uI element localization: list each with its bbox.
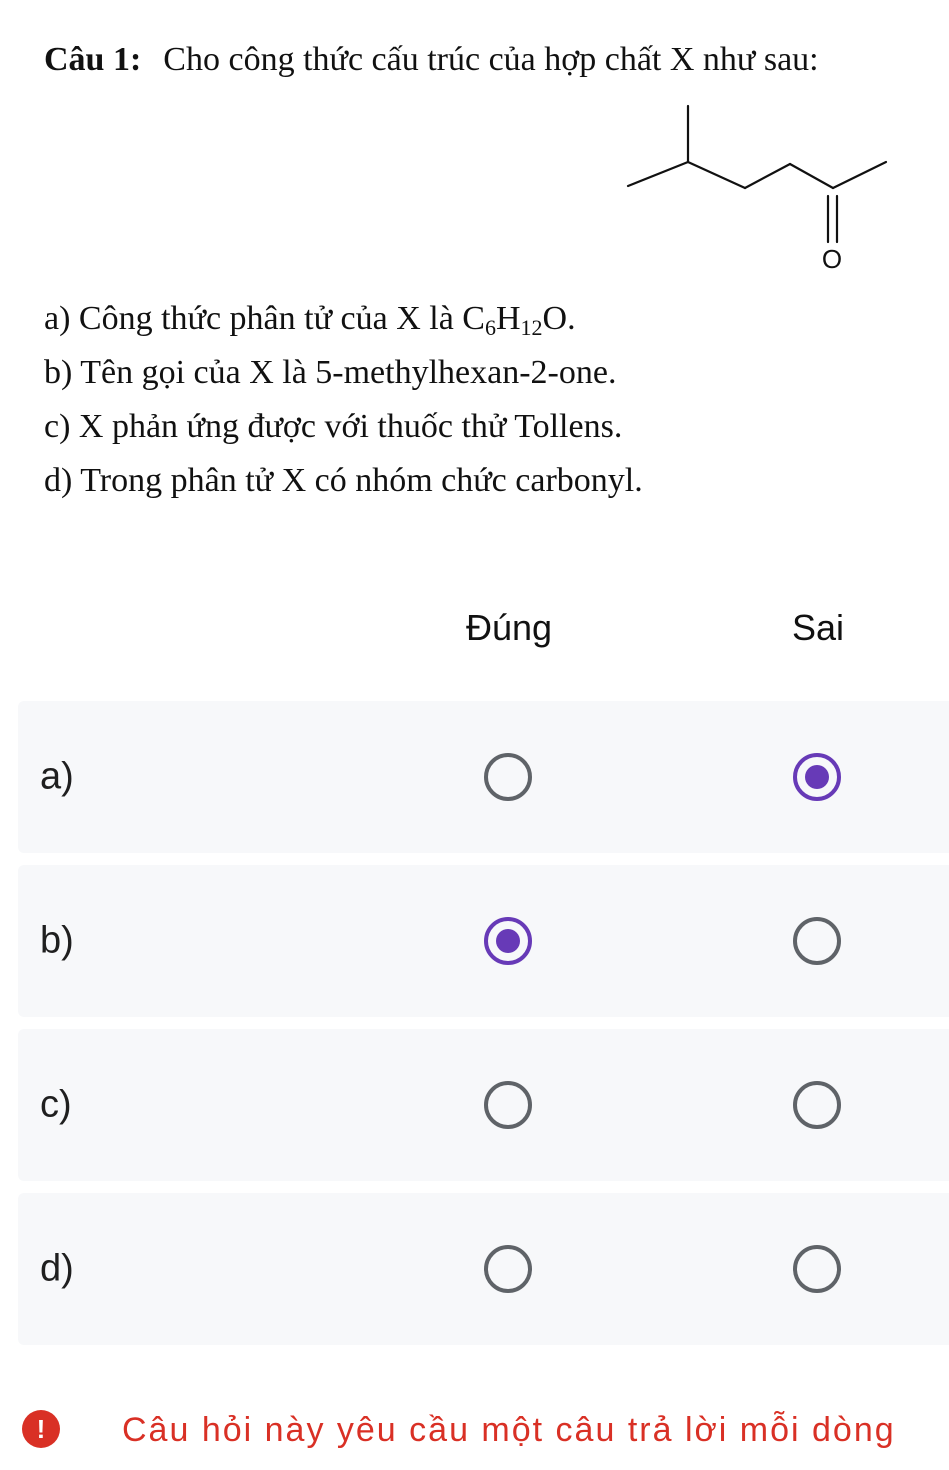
bond-c4-c3: [688, 162, 745, 188]
radio-d-false[interactable]: [793, 1245, 841, 1293]
row-label-d: d): [40, 1247, 74, 1290]
radio-b-true[interactable]: [484, 917, 532, 965]
statement-a-subscript-hydrogen: 12: [520, 315, 543, 340]
row-label-b: b): [40, 919, 74, 962]
statement-list: [44, 292, 643, 508]
grid-row-a: [18, 701, 949, 853]
radio-a-false[interactable]: [793, 753, 841, 801]
statement-a: [44, 292, 643, 346]
statement-a-suffix: O.: [542, 300, 576, 337]
question-title: [44, 38, 819, 82]
bond-methyl-left: [628, 162, 688, 186]
radio-dot: [805, 765, 829, 789]
statement-d: d) Trong phân tử X có nhóm chức carbonyl.: [44, 462, 643, 499]
grid-header: [0, 600, 949, 656]
row-label-a: a): [40, 755, 74, 798]
column-header-false: Sai: [791, 607, 845, 648]
statement-a-prefix: a) Công thức phân tử của X là C: [44, 300, 485, 337]
warning-text: Câu hỏi này yêu cầu một câu trả lời mỗi dòng: [122, 1411, 896, 1449]
grid-row-c: [18, 1029, 949, 1181]
question-text: Cho công thức cấu trúc của hợp chất X như sau:: [163, 41, 819, 78]
radio-d-true[interactable]: [484, 1245, 532, 1293]
radio-c-false[interactable]: [793, 1081, 841, 1129]
bond-c2-c1: [790, 164, 833, 188]
statement-a-hydrogen: H: [495, 300, 521, 337]
exclamation-icon: !: [22, 1410, 60, 1448]
bond-c1-methyl: [833, 162, 886, 188]
bond-c3-c2: [745, 164, 790, 188]
required-answer-warning: [22, 1410, 949, 1470]
statement-b: b) Tên gọi của X là 5-methylhexan-2-one.: [44, 354, 617, 391]
oxygen-atom-label: O: [821, 244, 843, 274]
radio-c-true[interactable]: [484, 1081, 532, 1129]
radio-b-false[interactable]: [793, 917, 841, 965]
radio-a-true[interactable]: [484, 753, 532, 801]
grid-row-d: [18, 1193, 949, 1345]
grid-row-b: [18, 865, 949, 1017]
question-number: Câu 1:: [44, 41, 142, 78]
row-label-c: c): [40, 1083, 72, 1126]
statement-c: c) X phản ứng được với thuốc thử Tollens.: [44, 408, 623, 445]
column-header-true: Đúng: [465, 607, 553, 648]
radio-dot: [496, 929, 520, 953]
skeletal-structure-image: [600, 96, 900, 276]
statement-a-subscript-carbon: 6: [484, 315, 496, 340]
